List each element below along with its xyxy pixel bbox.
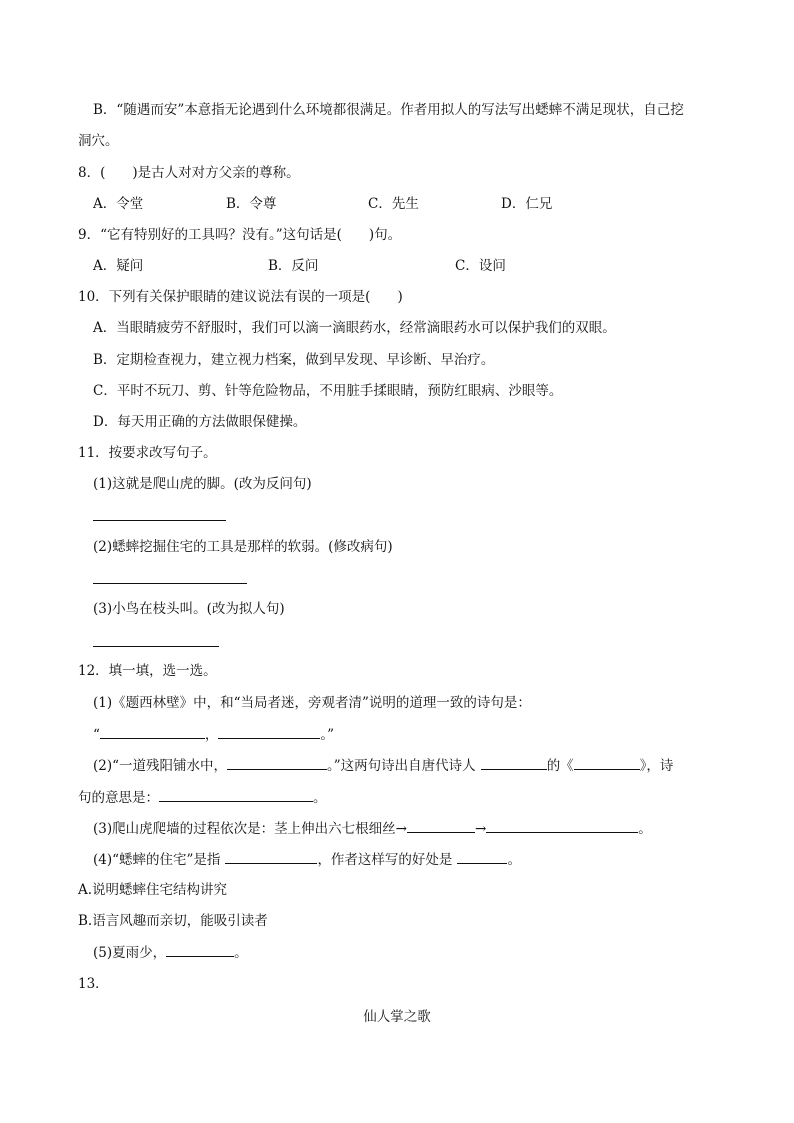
- q12-part2-blank-poet[interactable]: [481, 755, 547, 770]
- q11-item-2: (2)蟋蟀挖掘住宅的工具是那样的软弱。(修改病句): [93, 539, 393, 555]
- q11-answer-line-3[interactable]: [93, 646, 219, 647]
- q8-option-a: A．令堂: [93, 196, 144, 212]
- q12-part4-blank-1[interactable]: [225, 849, 317, 864]
- q12-part5-blank[interactable]: [166, 942, 234, 957]
- q10-option-c: C．平时不玩刀、剪、针等危险物品，不用脏手揉眼睛，预防红眼病、沙眼等。: [93, 383, 563, 399]
- q11-item-3: (3)小鸟在枝头叫。(改为拟人句): [93, 601, 285, 617]
- q12-part2-text-d: 》，诗: [639, 758, 674, 774]
- q8-stem: 8．( )是古人对对方父亲的尊称。: [78, 165, 300, 181]
- q12-part4: [93, 849, 734, 870]
- q8-option-b: B．令尊: [226, 196, 277, 212]
- q12-part2-text-a: (2)“一道残阳铺水中，: [93, 758, 228, 774]
- q12-part1-blank-2[interactable]: [218, 724, 320, 739]
- q12-part2-blank-1[interactable]: [227, 755, 327, 770]
- q9-option-c: C．设问: [455, 258, 506, 274]
- q9-stem: 9．“它有特别好的工具吗？没有。”这句话是( )句。: [78, 227, 402, 243]
- q12-part1-blanks: [93, 724, 734, 745]
- q12-stem: 12．填一填，选一选。: [78, 663, 217, 679]
- q10-option-b: B．定期检查视力，建立视力档案，做到早发现、早诊断、早治疗。: [93, 352, 495, 368]
- q11-stem: 11．按要求改写句子。: [78, 445, 217, 461]
- q8-option-d: D．仁兄: [501, 196, 553, 212]
- q11-answer-line-2[interactable]: [93, 583, 247, 584]
- q12-part4-option-b: B.语言风趣而亲切，能吸引读者: [78, 913, 268, 929]
- q12-part5-end: 。: [234, 945, 248, 961]
- q12-part3-end: 。: [638, 821, 652, 837]
- q12-part3-arrow: →: [474, 821, 487, 837]
- q12-part1-text: (1)《题西林壁》中，和“当局者迷，旁观者清”说明的道理一致的诗句是：: [93, 695, 531, 711]
- q13-number: 13．: [78, 976, 109, 992]
- q12-part1-close: 。”: [320, 727, 335, 743]
- q12-part2-text-f: 。: [313, 790, 327, 806]
- q12-part3-blank-2[interactable]: [486, 818, 638, 833]
- q9-option-b: B．反问: [268, 258, 319, 274]
- q12-part2-text-c: 的《: [546, 758, 574, 774]
- q7-option-b-line1: B．“随遇而安”本意指无论遇到什么环境都很满足。作者用拟人的写法写出蟋蟀不满足现状，自己挖: [93, 102, 684, 118]
- q12-part2-line1: [93, 755, 734, 776]
- q12-part2-text-b: 。”这两句诗出自唐代诗人: [327, 758, 476, 774]
- q12-part4-end: 。: [507, 852, 521, 868]
- q12-part3-text: (3)爬山虎爬墙的过程依次是：茎上伸出六七根细丝→: [93, 821, 407, 837]
- q12-part1-blank-1[interactable]: [100, 724, 205, 739]
- q12-part3-blank-1[interactable]: [407, 818, 475, 833]
- q12-part2-text-e: 句的意思是：: [78, 790, 159, 806]
- q12-part2-blank-title[interactable]: [574, 755, 640, 770]
- q12-part4-blank-2[interactable]: [457, 849, 507, 864]
- q10-option-d: D．每天用正确的方法做眼保健操。: [93, 414, 307, 430]
- q10-stem: 10．下列有关保护眼睛的建议说法有误的一项是( ): [78, 289, 403, 305]
- q13-poem-title: 仙人掌之歌: [363, 1009, 431, 1025]
- q9-option-a: A．疑问: [93, 258, 144, 274]
- q12-part4-text-b: ，作者这样写的好处是: [317, 852, 453, 868]
- q12-part4-option-a: A.说明蟋蟀住宅结构讲究: [78, 882, 228, 898]
- q11-answer-line-1[interactable]: [93, 520, 226, 521]
- q12-part2-line2: [78, 787, 734, 808]
- q11-item-1: (1)这就是爬山虎的脚。(改为反问句): [93, 476, 312, 492]
- q12-part4-text-a: (4)“蟋蟀的住宅”是指: [93, 852, 221, 868]
- q12-part2-blank-meaning[interactable]: [159, 787, 313, 802]
- q12-part1-open-quote: “: [93, 727, 100, 743]
- q8-option-c: C．先生: [368, 196, 419, 212]
- q12-part5-text: (5)夏雨少，: [93, 945, 167, 961]
- q12-part1-comma: ，: [204, 727, 219, 743]
- q10-option-a: A．当眼睛疲劳不舒服时，我们可以滴一滴眼药水，经常滴眼药水可以保护我们的双眼。: [93, 320, 616, 336]
- q12-part5: [93, 942, 734, 963]
- q12-part3: [93, 818, 734, 839]
- q7-option-b-line2: 洞穴。: [78, 133, 119, 149]
